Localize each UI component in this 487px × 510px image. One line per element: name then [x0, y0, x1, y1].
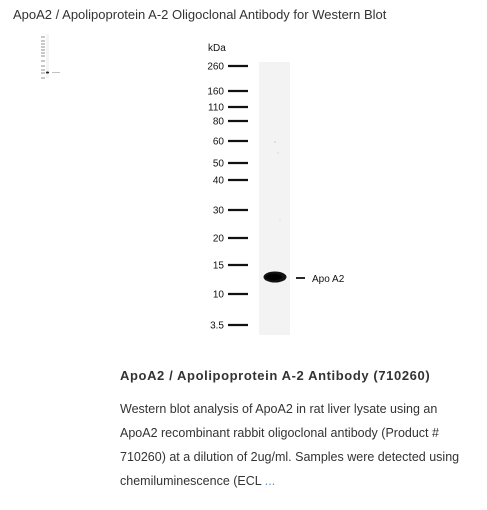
caption-text: Western blot analysis of ApoA2 in rat liver lysate using an ApoA2 recombinant rabbit oligoclonal antibody (Product # 710260) at a dilution of 2ug/ml. Samples were detected using chemiluminescence (ECL — [120, 402, 460, 488]
thumbnail-markers — [41, 37, 45, 78]
apoa2-band-core — [266, 274, 282, 280]
marker-label: 80 — [212, 116, 224, 128]
marker-label: 3.5 — [210, 320, 224, 332]
marker-label: 20 — [212, 233, 224, 245]
thumbnail-lane — [46, 34, 49, 78]
thumbnail-band — [46, 72, 49, 74]
marker-label: 30 — [212, 205, 224, 217]
blot-speck — [277, 152, 279, 154]
band-label: Apo A2 — [312, 274, 345, 285]
blot-thumbnail[interactable] — [40, 34, 66, 82]
western-blot-figure — [195, 40, 365, 340]
marker-label: 50 — [212, 158, 224, 170]
blot-speck — [279, 219, 280, 220]
kda-unit-label: kDa — [208, 43, 226, 54]
page-title: ApoA2 / Apolipoprotein A-2 Oligoclonal Antibody for Western Blot — [13, 7, 387, 22]
blot-lane — [259, 62, 290, 335]
read-more-link[interactable]: ... — [264, 474, 276, 488]
marker-label: 160 — [207, 86, 224, 98]
marker-label: 110 — [208, 102, 224, 114]
caption-title: ApoA2 / Apolipoprotein A-2 Antibody (710260) — [120, 368, 431, 383]
marker-label: 260 — [207, 61, 224, 73]
molecular-weight-markers — [207, 62, 248, 332]
marker-label: 60 — [212, 136, 224, 148]
blot-speck — [274, 141, 276, 143]
marker-label: 15 — [212, 260, 224, 272]
caption-description — [120, 397, 465, 493]
marker-label: 40 — [212, 175, 224, 187]
marker-label: 10 — [212, 289, 224, 301]
